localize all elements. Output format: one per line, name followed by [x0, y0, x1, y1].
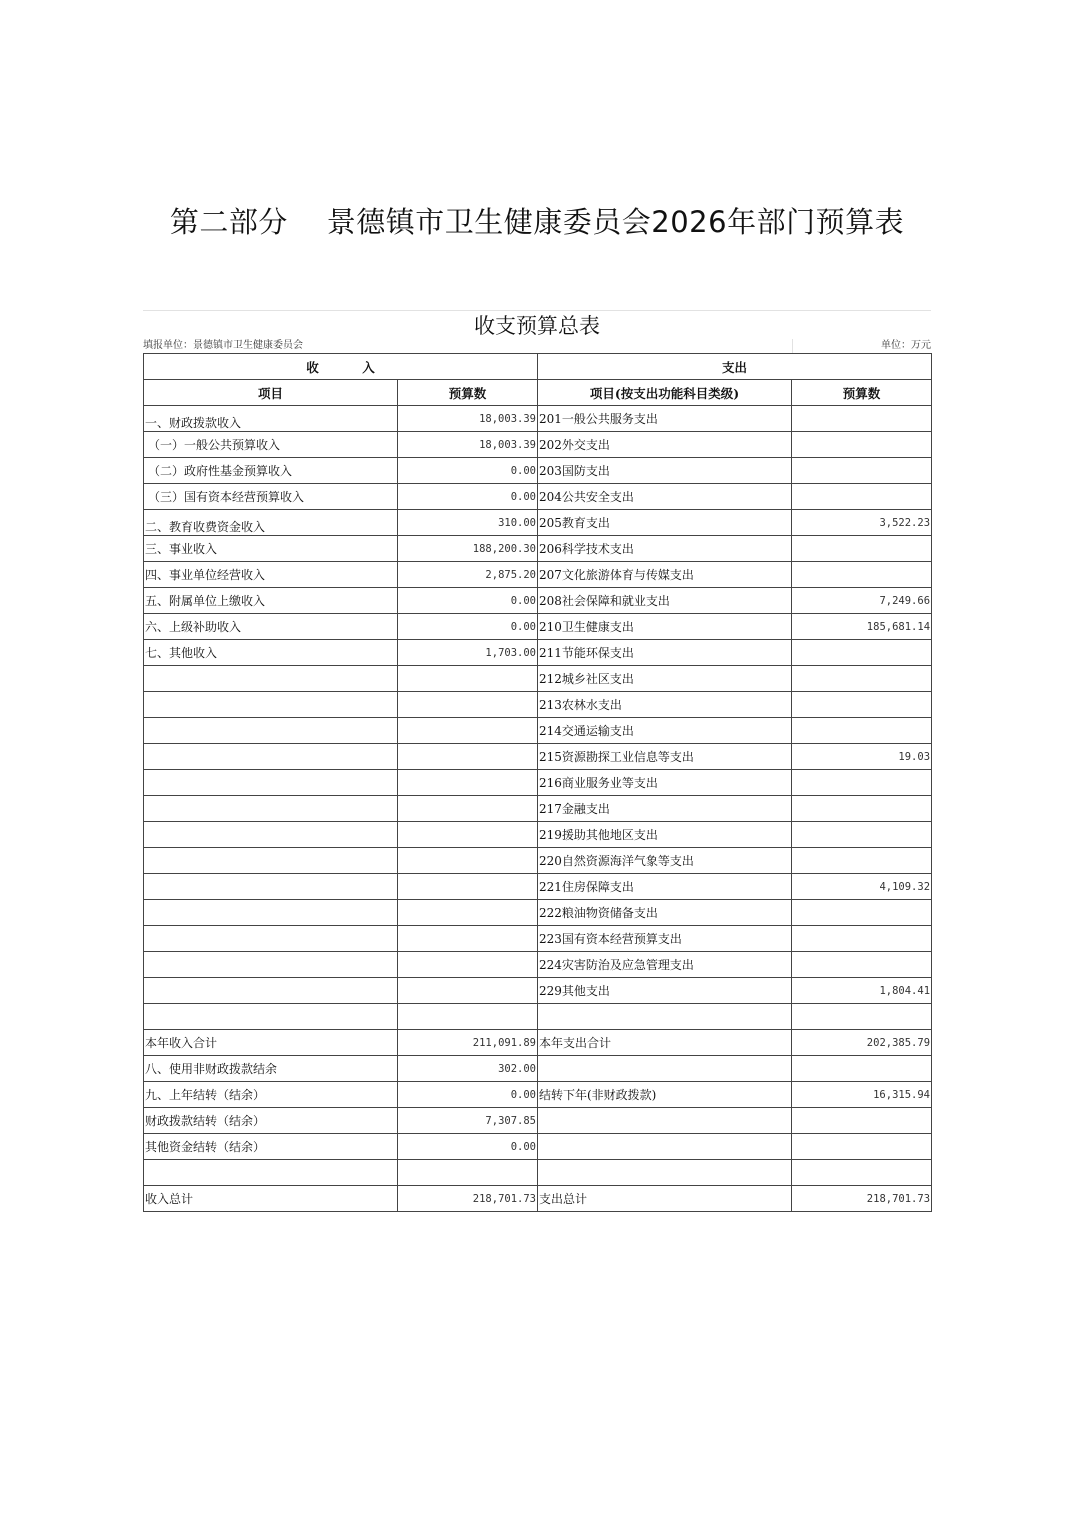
amount-unit: 单位：万元 — [792, 339, 931, 353]
income-item-cell — [144, 926, 398, 952]
expense-item-cell: 213农林水支出 — [538, 692, 792, 718]
expense-item-cell: 205教育支出 — [538, 510, 792, 536]
income-item-cell — [144, 978, 398, 1004]
table-row — [144, 952, 932, 978]
budget-sheet — [143, 310, 931, 1212]
expense-amount-cell: 218,701.73 — [792, 1186, 932, 1212]
income-amount-cell: 0.00 — [398, 1134, 538, 1160]
income-item-cell: 六、上级补助收入 — [144, 614, 398, 640]
expense-amount-cell — [792, 666, 932, 692]
expense-item-cell: 216商业服务业等支出 — [538, 770, 792, 796]
expense-item-cell: 203国防支出 — [538, 458, 792, 484]
expense-item-cell: 结转下年(非财政拨款) — [538, 1082, 792, 1108]
income-amount-cell: 0.00 — [398, 588, 538, 614]
table-row — [144, 406, 932, 432]
expense-item-cell: 223国有资本经营预算支出 — [538, 926, 792, 952]
expense-item-cell — [538, 1160, 792, 1186]
income-item-cell: 财政拨款结转（结余） — [144, 1108, 398, 1134]
expense-item-cell: 201一般公共服务支出 — [538, 406, 792, 432]
table-row — [144, 900, 932, 926]
table-row — [144, 1160, 932, 1186]
income-amount-cell: 0.00 — [398, 458, 538, 484]
income-item-cell — [144, 744, 398, 770]
expense-amount-cell: 19.03 — [792, 744, 932, 770]
expense-header: 支出 — [538, 354, 932, 380]
table-meta — [143, 339, 931, 353]
expense-amount-cell — [792, 484, 932, 510]
expense-item-cell: 204公共安全支出 — [538, 484, 792, 510]
table-title: 收支预算总表 — [143, 310, 931, 339]
expense-item-cell: 222粮油物资储备支出 — [538, 900, 792, 926]
table-row — [144, 978, 932, 1004]
expense-amount-cell — [792, 770, 932, 796]
expense-item-cell — [538, 1134, 792, 1160]
expense-amount-cell — [792, 458, 932, 484]
income-item-cell: 四、事业单位经营收入 — [144, 562, 398, 588]
income-item-cell: 收入总计 — [144, 1186, 398, 1212]
section-header-row — [144, 354, 932, 380]
income-amount-cell: 0.00 — [398, 614, 538, 640]
expense-item-cell: 224灾害防治及应急管理支出 — [538, 952, 792, 978]
col-income-budget: 预算数 — [398, 380, 538, 406]
income-item-cell — [144, 692, 398, 718]
table-row — [144, 822, 932, 848]
income-item-cell: 八、使用非财政拨款结余 — [144, 1056, 398, 1082]
table-row — [144, 1004, 932, 1030]
expense-item-cell: 208社会保障和就业支出 — [538, 588, 792, 614]
expense-amount-cell — [792, 1108, 932, 1134]
expense-amount-cell — [792, 1004, 932, 1030]
income-amount-cell — [398, 952, 538, 978]
expense-item-cell: 212城乡社区支出 — [538, 666, 792, 692]
expense-amount-cell: 16,315.94 — [792, 1082, 932, 1108]
expense-item-cell — [538, 1056, 792, 1082]
table-row — [144, 640, 932, 666]
income-amount-cell: 211,091.89 — [398, 1030, 538, 1056]
income-amount-cell: 18,003.39 — [398, 432, 538, 458]
income-item-cell — [144, 718, 398, 744]
col-expense-item: 项目(按支出功能科目类级) — [538, 380, 792, 406]
page-title: 第二部分 景德镇市卫生健康委员会2026年部门预算表 — [169, 205, 905, 239]
income-amount-cell — [398, 692, 538, 718]
table-row — [144, 1030, 932, 1056]
table-row — [144, 1056, 932, 1082]
expense-amount-cell — [792, 406, 932, 432]
table-row — [144, 562, 932, 588]
income-amount-cell: 0.00 — [398, 484, 538, 510]
expense-item-cell — [538, 1108, 792, 1134]
table-row — [144, 1082, 932, 1108]
expense-item-cell: 220自然资源海洋气象等支出 — [538, 848, 792, 874]
table-row — [144, 1134, 932, 1160]
expense-amount-cell — [792, 562, 932, 588]
col-expense-budget: 预算数 — [792, 380, 932, 406]
table-row — [144, 1108, 932, 1134]
table-row — [144, 1186, 932, 1212]
expense-amount-cell — [792, 1056, 932, 1082]
income-amount-cell — [398, 874, 538, 900]
income-item-cell: 三、事业收入 — [144, 536, 398, 562]
income-item-cell: 七、其他收入 — [144, 640, 398, 666]
table-row — [144, 692, 932, 718]
table-row — [144, 744, 932, 770]
table-row — [144, 536, 932, 562]
expense-amount-cell — [792, 692, 932, 718]
expense-amount-cell — [792, 536, 932, 562]
budget-summary-table — [143, 353, 932, 1212]
income-amount-cell: 1,703.00 — [398, 640, 538, 666]
expense-amount-cell: 202,385.79 — [792, 1030, 932, 1056]
income-amount-cell: 218,701.73 — [398, 1186, 538, 1212]
expense-amount-cell: 1,804.41 — [792, 978, 932, 1004]
income-amount-cell — [398, 796, 538, 822]
table-row — [144, 718, 932, 744]
income-amount-cell: 0.00 — [398, 1082, 538, 1108]
income-amount-cell: 2,875.20 — [398, 562, 538, 588]
expense-amount-cell — [792, 1160, 932, 1186]
filing-unit: 填报单位：景德镇市卫生健康委员会 — [143, 340, 303, 351]
expense-amount-cell: 4,109.32 — [792, 874, 932, 900]
income-item-cell: （二）政府性基金预算收入 — [144, 458, 398, 484]
table-row — [144, 848, 932, 874]
income-item-cell — [144, 848, 398, 874]
expense-item-cell: 229其他支出 — [538, 978, 792, 1004]
income-item-cell: 五、附属单位上缴收入 — [144, 588, 398, 614]
expense-amount-cell — [792, 640, 932, 666]
income-amount-cell — [398, 1004, 538, 1030]
income-amount-cell — [398, 666, 538, 692]
expense-item-cell: 206科学技术支出 — [538, 536, 792, 562]
expense-amount-cell: 185,681.14 — [792, 614, 932, 640]
income-item-cell — [144, 952, 398, 978]
expense-amount-cell — [792, 848, 932, 874]
table-row — [144, 770, 932, 796]
income-amount-cell: 310.00 — [398, 510, 538, 536]
table-body — [144, 406, 932, 1212]
income-amount-cell — [398, 822, 538, 848]
expense-amount-cell — [792, 926, 932, 952]
income-item-cell — [144, 1160, 398, 1186]
table-row — [144, 432, 932, 458]
expense-item-cell: 219援助其他地区支出 — [538, 822, 792, 848]
expense-item-cell: 210卫生健康支出 — [538, 614, 792, 640]
expense-amount-cell — [792, 822, 932, 848]
income-item-cell: 本年收入合计 — [144, 1030, 398, 1056]
income-amount-cell: 7,307.85 — [398, 1108, 538, 1134]
income-item-cell — [144, 666, 398, 692]
table-row — [144, 458, 932, 484]
expense-item-cell: 215资源勘探工业信息等支出 — [538, 744, 792, 770]
expense-item-cell: 本年支出合计 — [538, 1030, 792, 1056]
expense-item-cell: 221住房保障支出 — [538, 874, 792, 900]
expense-amount-cell — [792, 952, 932, 978]
income-amount-cell — [398, 900, 538, 926]
income-item-cell — [144, 770, 398, 796]
income-item-cell: （三）国有资本经营预算收入 — [144, 484, 398, 510]
expense-amount-cell — [792, 900, 932, 926]
table-row — [144, 510, 932, 536]
expense-item-cell: 202外交支出 — [538, 432, 792, 458]
income-item-cell — [144, 796, 398, 822]
column-header-row — [144, 380, 932, 406]
income-amount-cell — [398, 978, 538, 1004]
income-amount-cell: 302.00 — [398, 1056, 538, 1082]
income-item-cell: 九、上年结转（结余） — [144, 1082, 398, 1108]
income-header: 收 入 — [144, 354, 538, 380]
income-amount-cell — [398, 926, 538, 952]
table-row — [144, 588, 932, 614]
expense-item-cell — [538, 1004, 792, 1030]
col-income-item: 项目 — [144, 380, 398, 406]
expense-amount-cell — [792, 718, 932, 744]
expense-item-cell: 214交通运输支出 — [538, 718, 792, 744]
expense-item-cell: 207文化旅游体育与传媒支出 — [538, 562, 792, 588]
expense-amount-cell — [792, 796, 932, 822]
income-amount-cell — [398, 744, 538, 770]
expense-amount-cell: 3,522.23 — [792, 510, 932, 536]
expense-item-cell: 217金融支出 — [538, 796, 792, 822]
table-row — [144, 484, 932, 510]
income-item-cell: 其他资金结转（结余） — [144, 1134, 398, 1160]
income-amount-cell: 188,200.30 — [398, 536, 538, 562]
income-item-cell: （一）一般公共预算收入 — [144, 432, 398, 458]
expense-item-cell: 211节能环保支出 — [538, 640, 792, 666]
income-amount-cell — [398, 718, 538, 744]
income-amount-cell — [398, 848, 538, 874]
income-item-cell — [144, 874, 398, 900]
income-amount-cell: 18,003.39 — [398, 406, 538, 432]
income-item-cell: 一、财政拨款收入 — [144, 406, 398, 432]
table-row — [144, 926, 932, 952]
table-row — [144, 666, 932, 692]
income-item-cell — [144, 1004, 398, 1030]
income-amount-cell — [398, 770, 538, 796]
income-amount-cell — [398, 1160, 538, 1186]
income-item-cell — [144, 900, 398, 926]
income-item-cell — [144, 822, 398, 848]
expense-amount-cell — [792, 432, 932, 458]
income-item-cell: 二、教育收费资金收入 — [144, 510, 398, 536]
expense-item-cell: 支出总计 — [538, 1186, 792, 1212]
table-row — [144, 614, 932, 640]
expense-amount-cell — [792, 1134, 932, 1160]
expense-amount-cell: 7,249.66 — [792, 588, 932, 614]
table-row — [144, 874, 932, 900]
table-row — [144, 796, 932, 822]
